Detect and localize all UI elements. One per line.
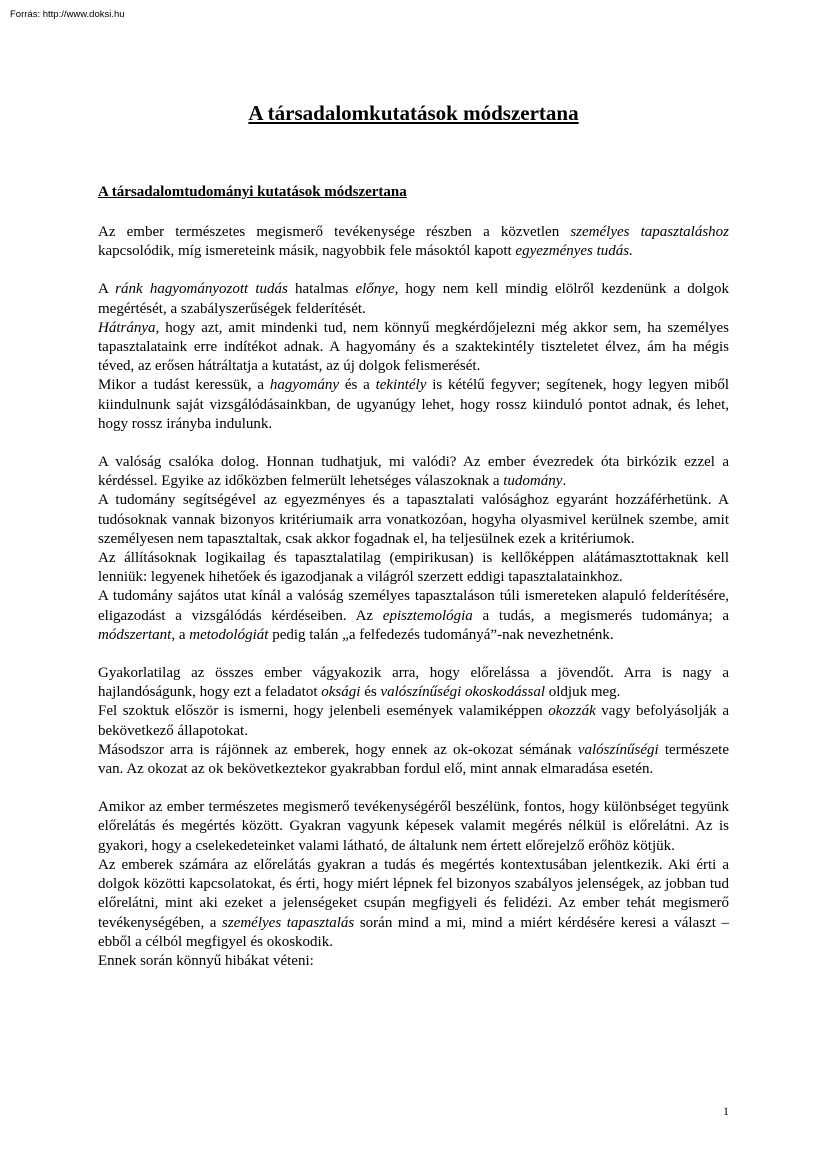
text-run: Mikor a tudást keressük, a — [98, 377, 270, 394]
italic-text: oksági — [321, 684, 361, 701]
italic-text: személyes tapasztaláshoz — [570, 224, 729, 240]
page-number: 1 — [723, 1104, 729, 1118]
text-run: természete van. Az okozat az ok bekövetkeztekor gyakrabban fordul elő, mint annak elmaradása esetén. — [98, 741, 730, 778]
text-run: A valóság csalóka dolog. Honnan tudhatjuk, mi valódi? Az ember évezredek óta birkózik ezzel a kérdéssel. Egyike az időközben felmerült lehetséges válaszoknak a — [98, 454, 729, 490]
italic-text: egyezményes tudás. — [515, 243, 633, 260]
page-title: A társadalomkutatások módszertana — [248, 101, 579, 125]
italic-text: előnye — [355, 281, 395, 298]
text-run: Amikor az ember természetes megismerő tevékenységéről beszélünk, fontos, hogy különbséget tegyünk előrelátás és megértés között. Gyakran vagyunk képesek valamit megérés nélkül is előrelátni. Az is gyakori, hogy a cselekedeteinket valami látható, de általunk nem értett előrejelző erőhöz kötjük. — [98, 799, 729, 854]
text-run: oldjuk meg. — [545, 684, 621, 701]
italic-text: tekintély — [375, 377, 427, 394]
paragraph-gap — [98, 645, 729, 664]
italic-text: Hátránya, — [98, 319, 160, 336]
paragraph — [98, 319, 729, 377]
text-run: és a — [339, 377, 376, 394]
text-run: kapcsolódik, míg ismereteink másik, nagyobbik fele másoktól kapott — [98, 243, 516, 260]
italic-text: személyes tapasztalás — [222, 914, 355, 931]
text-run: A tudomány sajátos utat kínál a valóság személyes tapasztaláson túli ismereteken alapuló felderítésére, eligazodást a vizsgálódás kérdéseiben. Az — [98, 588, 729, 624]
italic-text: ránk hagyományozott tudás — [115, 281, 288, 298]
paragraph-gap — [98, 261, 729, 280]
paragraph — [98, 549, 729, 587]
italic-text: episztemológia — [382, 607, 473, 624]
italic-text: valószínűségi okoskodással — [380, 684, 546, 701]
text-run: Az ember természetes megismerő tevékenysége részben a közvetlen — [98, 224, 571, 240]
text-run: hatalmas — [287, 281, 356, 298]
paragraph — [98, 856, 729, 952]
paragraph — [98, 798, 729, 856]
text-run: Az állításoknak logikailag és tapasztalatilag (empirikusan) is kellőképpen alátámasztottaknak kell lenniük: legyenek hihetőek és igazodjanak a világról szerzett eddigi tapasztalatainkhoz. — [98, 550, 729, 586]
italic-text: okozzák — [548, 703, 596, 720]
text-run: hogy azt, amit mindenki tud, nem könnyű megkérdőjelezni még akkor sem, ha személyes tapasztalataink erre indítékot adnak. A hagyomány és a szaktekintély tiszteletet élvez, ám ha mégis téved, az erősen hátráltatja a kutatást, az új dolgok felismerését. — [98, 319, 729, 375]
text-run: . — [562, 473, 567, 490]
text-run: során mind a mi, mind a miért kérdésére keresi a választ – ebből a célból megfigyel és okoskodik. — [98, 914, 729, 950]
paragraph-gap — [98, 779, 729, 798]
italic-text: metodológiát — [189, 626, 269, 643]
text-run: Másodszor arra is rájönnek az emberek, hogy ennek az ok-okozat sémának — [98, 741, 578, 758]
italic-text: hagyomány — [269, 377, 340, 394]
paragraph — [98, 664, 729, 702]
italic-text: módszertant — [98, 626, 172, 643]
italic-text: tudomány — [503, 473, 563, 490]
paragraph — [98, 741, 729, 779]
italic-text: valószínűségi — [577, 741, 659, 758]
section-heading: A társadalomtudományi kutatások módszertana — [98, 184, 407, 200]
paragraph — [98, 280, 729, 318]
text-run: A tudomány segítségével az egyezményes és a tapasztalati valósághoz egyaránt hozzáférhetünk. A tudósoknak vannak bizonyos kritériumaik arra vonatkozóan, hogyha olyasmivel kerülnek szembe, amit személyesen nem tapasztaltak, csak akkor fogadnak el, ha teljesülnek ezek a kritériumok. — [98, 492, 729, 547]
paragraph-gap — [98, 434, 729, 453]
paragraph — [98, 491, 729, 549]
paragraph — [98, 952, 729, 971]
paragraph — [98, 587, 729, 645]
text-run: Az emberek számára az előrelátás gyakran a tudás és megértés kontextusában jelentkezik. Aki érti a dolgok közötti kapcsolatokat, és érti, hogy miért lépnek fel bizonyos szabályos jelenségek, az jobban tud előrelátni, mint aki ezeket a jelenségeket csupán megfigyeli és felidézi. Az ember tehát megismerő tevékenységében, a — [98, 856, 729, 931]
text-run: , a — [171, 626, 190, 643]
text-run: Gyakorlatilag az összes ember vágyakozik arra, hogy előrelássa a jövendőt. Arra is nagy a hajlandóságunk, hogy ezt a feladatot — [98, 665, 729, 701]
text-run: és — [360, 684, 381, 701]
text-run: , hogy nem kell mindig elölről kezdenünk a dolgok megértését, a szabályszerűségek felderítését. — [98, 281, 729, 317]
text-run: pedig talán „a felfedezés tudományá”-nak nevezhetnénk. — [268, 626, 614, 643]
text-run: Ennek során könnyű hibákat véteni: — [98, 952, 314, 969]
paragraph — [98, 376, 729, 434]
paragraph — [98, 453, 729, 491]
text-run: Fel szoktuk először is ismerni, hogy jelenbeli események valamiképpen — [98, 703, 549, 720]
paragraph — [98, 702, 729, 740]
text-run: vagy befolyásolják a bekövetkező állapotokat. — [98, 703, 729, 739]
source-url: Forrás: http://www.doksi.hu — [10, 9, 125, 20]
text-run: A — [98, 281, 116, 298]
paragraph — [98, 223, 729, 261]
text-run: is kétélű fegyver; segítenek, hogy legyen miből kiindulnunk saját vizsgálódásainkban, de ugyanúgy lehet, hogy rossz kiinduló pontot adnak, és lehet, hogy rossz irányba indulunk. — [98, 377, 729, 432]
document-body — [98, 223, 729, 971]
text-run: a tudás, a megismerés tudománya; a — [472, 607, 730, 624]
